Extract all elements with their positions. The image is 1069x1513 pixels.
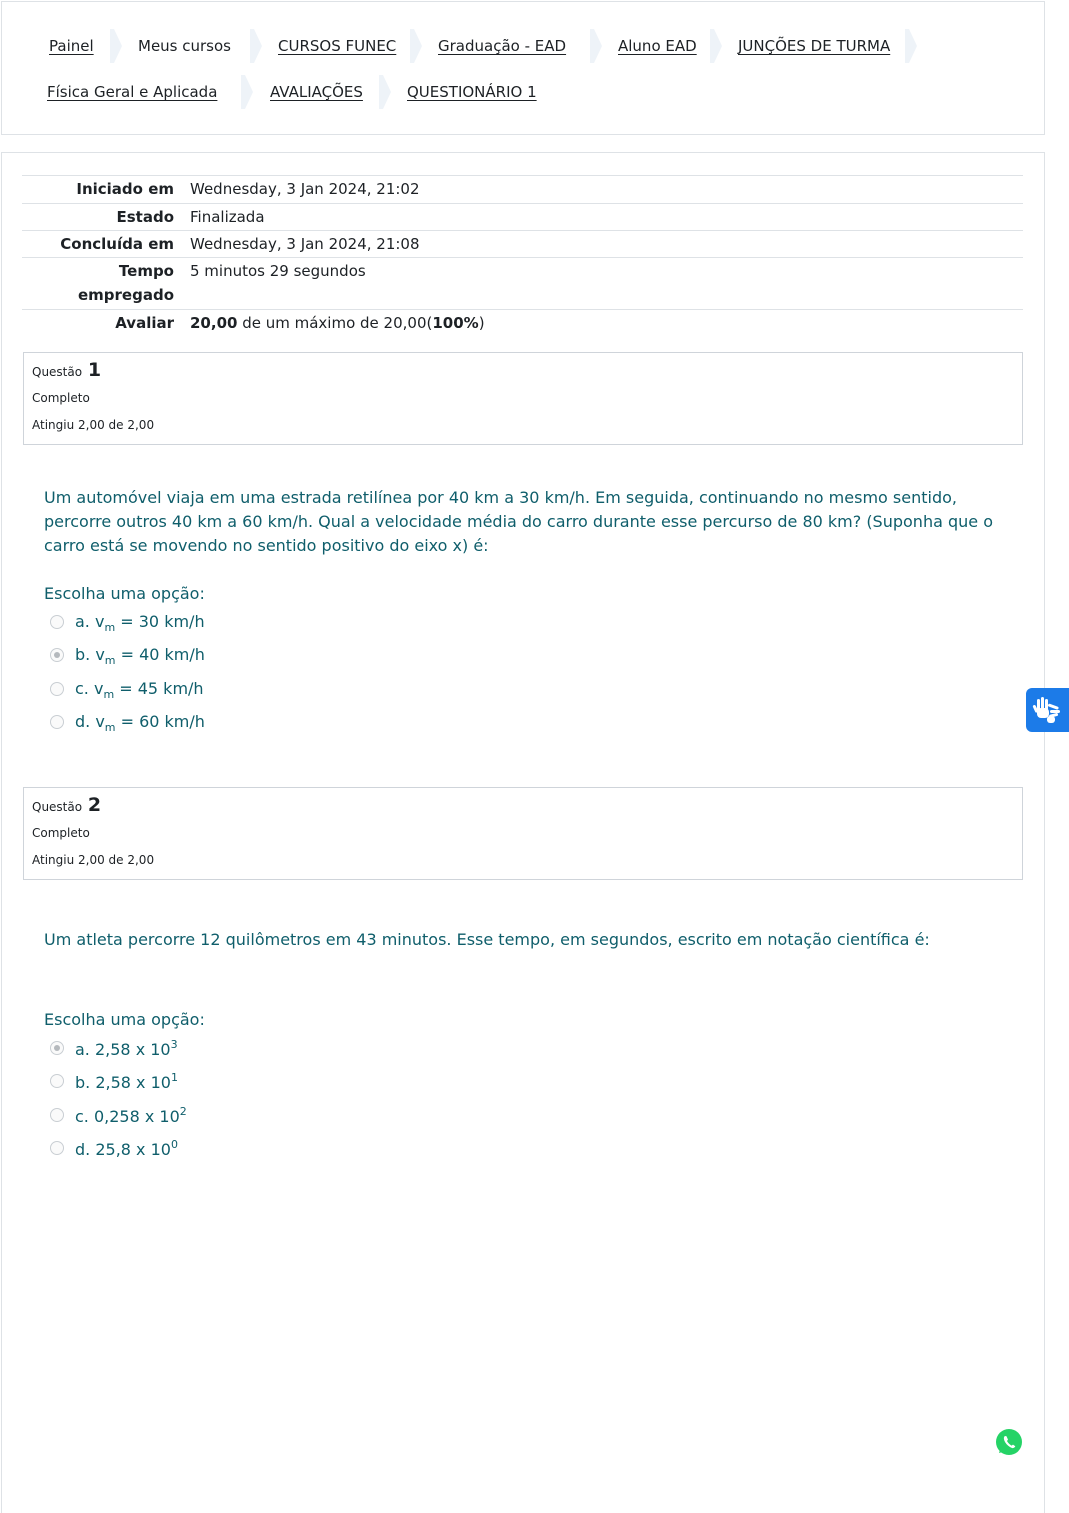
whatsapp-chat-button[interactable] [995,1428,1023,1456]
grade-mid: de um máximo de 20,00( [237,314,433,332]
state-value: Finalizada [190,208,265,226]
chevron-right-icon [110,29,122,63]
breadcrumb-juncoes-de-turma[interactable]: JUNÇÕES DE TURMA [738,37,891,55]
breadcrumb-cursos-funec[interactable]: CURSOS FUNEC [278,37,397,55]
question-1-prompt: Escolha uma opção: [44,584,205,603]
radio-button[interactable] [50,682,64,696]
breadcrumb-graduacao-ead[interactable]: Graduação - EAD [438,37,567,55]
breadcrumb-fisica-geral[interactable]: Física Geral e Aplicada [47,83,218,101]
summary-row-completed [22,231,1023,258]
attempt-summary-table [22,175,1023,337]
option-label: c. $v_m = 45$ km/h [75,679,204,701]
time-label-line1: Tempo [118,262,174,280]
time-value: 5 minutos 29 segundos [190,262,366,280]
grade-score: 20,00 [190,314,238,332]
chevron-right-icon [410,29,422,63]
question-1-text: Um automóvel viaja em uma estrada retilínea por 40 km a 30 km/h. Em seguida, continuando no mesmo sentido, percorre outros 40 km a 60 km/h. Qual a velocidade média do carro durante esse percurso de 80 km? (Suponha que o carro está se movendo no sentido positivo do eixo x) é: [44,488,993,555]
option-label: d. 25,8 x $10^0$ [75,1138,178,1159]
option-label: b. $v_m = 40$ km/h [75,645,205,667]
radio-button-checked[interactable] [50,1041,64,1055]
option-label: a. 2,58 x $10^3$ [75,1038,178,1059]
breadcrumb-meus-cursos: Meus cursos [138,37,231,55]
option-label: a. $v_m = 30$ km/h [75,612,205,634]
question-state: Completo [32,826,90,840]
summary-row-state [22,204,1023,231]
breadcrumb-aluno-ead[interactable]: Aluno EAD [618,37,697,55]
grade-percent: 100% [432,314,479,332]
option-label: c. 0,258 x $10^2$ [75,1105,187,1126]
breadcrumb [1,1,1045,135]
radio-button[interactable] [50,1141,64,1155]
chevron-right-icon [250,29,262,63]
radio-button[interactable] [50,615,64,629]
completed-value: Wednesday, 3 Jan 2024, 21:08 [190,235,420,253]
summary-row-time [22,258,1023,310]
question-grade: Atingiu 2,00 de 2,00 [32,853,155,867]
started-label: Iniciado em [76,180,174,198]
breadcrumb-avaliacoes[interactable]: AVALIAÇÕES [270,83,363,101]
grade-label: Avaliar [115,314,174,332]
chevron-right-icon [710,29,722,63]
question-number [32,794,101,816]
question-1-info [23,352,1023,445]
summary-row-started [22,176,1023,204]
option-label: b. 2,58 x $10^1$ [75,1071,178,1092]
started-value: Wednesday, 3 Jan 2024, 21:02 [190,180,420,198]
radio-button[interactable] [50,1108,64,1122]
question-grade: Atingiu 2,00 de 2,00 [32,418,155,432]
chevron-right-icon [379,75,391,109]
completed-label: Concluída em [60,235,174,253]
question-number [32,359,101,381]
question-state: Completo [32,391,90,405]
grade-end: ) [478,314,485,332]
breadcrumb-questionario-1[interactable]: QUESTIONÁRIO 1 [407,83,537,101]
question-number-value: 2 [87,794,102,816]
question-2-text: Um atleta percorre 12 quilômetros em 43 minutos. Esse tempo, em segundos, escrito em notação científica é: [44,930,930,949]
radio-button[interactable] [50,715,64,729]
state-label: Estado [116,208,174,226]
summary-row-grade [22,310,1023,337]
grade-value [190,314,485,332]
question-2-info [23,787,1023,880]
chevron-right-icon [590,29,602,63]
question-number-value: 1 [87,359,102,381]
radio-button-checked[interactable] [50,648,64,662]
whatsapp-icon [995,1428,1023,1456]
question-label: Questão [32,800,83,814]
question-label: Questão [32,365,83,379]
option-label: d. $v_m = 60$ km/h [75,712,205,734]
chevron-right-icon [905,29,917,63]
question-2-prompt: Escolha uma opção: [44,1010,205,1029]
breadcrumb-painel[interactable]: Painel [49,37,94,55]
chevron-right-icon [241,75,253,109]
time-label-line2: empregado [77,286,174,304]
sign-language-hands-icon [1026,688,1069,732]
vlibras-widget-button[interactable] [1026,688,1069,732]
radio-button[interactable] [50,1074,64,1088]
